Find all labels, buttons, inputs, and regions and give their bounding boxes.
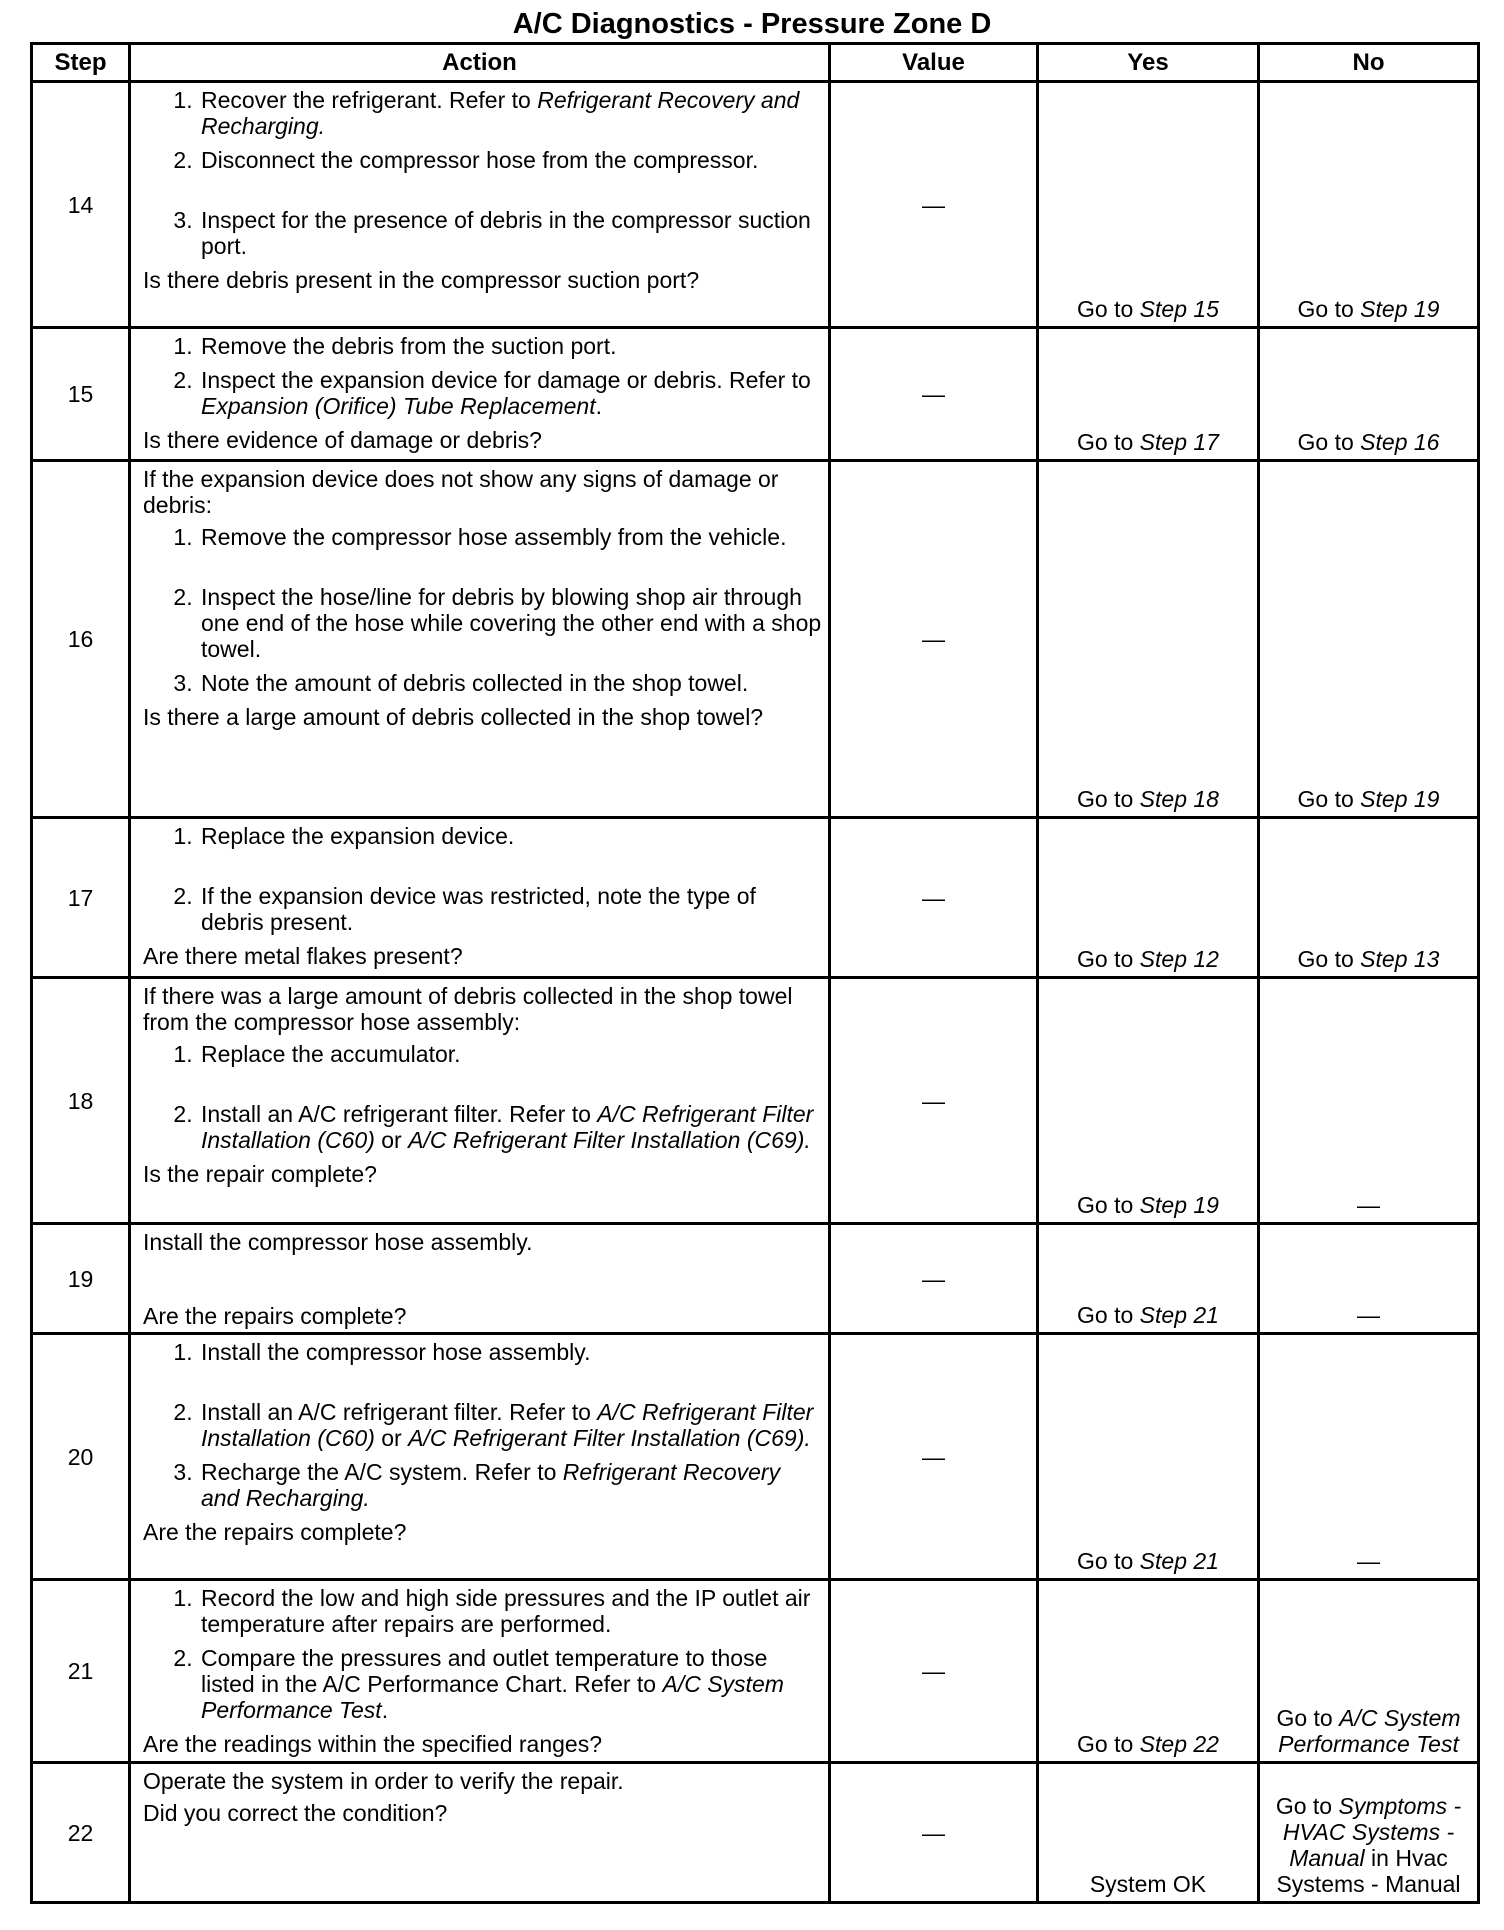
header-yes: Yes (1038, 44, 1259, 82)
action-question: Are the repairs complete? (143, 1303, 407, 1329)
action-question: Are the repairs complete? (143, 1519, 407, 1545)
procedure-reference: A/C Refrigerant Filter Installation (C60) (201, 1101, 814, 1153)
no-outcome-text (1357, 1548, 1380, 1574)
no-outcome-prefix: Go to (1297, 429, 1361, 455)
no-outcome (1259, 978, 1479, 1224)
no-outcome (1259, 818, 1479, 978)
action-question: Are the readings within the specified ranges? (143, 1731, 603, 1757)
action-step-text: Install an A/C refrigerant filter. Refer to (201, 1399, 598, 1425)
action-step (199, 1041, 822, 1067)
value-cell: — (830, 82, 1038, 328)
action-step-text: Compare the pressures and outlet temperature to those listed in the A/C Performance Chart. Refer to (201, 1645, 768, 1697)
step-number: 19 (32, 1224, 130, 1334)
yes-outcome-prefix: Go to (1077, 1548, 1140, 1574)
no-outcome-suffix: in Hvac Systems - Manual (1276, 1845, 1461, 1897)
action-step-text: Remove the debris from the suction port. (201, 333, 617, 359)
yes-outcome-prefix: Go to (1077, 429, 1140, 455)
no-outcome (1259, 1580, 1479, 1763)
no-outcome-reference: Symptoms - HVAC Systems - Manual (1282, 1793, 1462, 1871)
action-step (199, 333, 822, 359)
table-row (32, 818, 1479, 978)
table-body (32, 82, 1479, 1903)
table-row (32, 461, 1479, 818)
no-outcome-text (1298, 429, 1440, 455)
no-outcome-reference: Step 19 (1360, 786, 1440, 812)
table-row (32, 1763, 1479, 1903)
action-step-text: Note the amount of debris collected in the shop towel. (201, 670, 749, 696)
yes-outcome-text (1090, 1871, 1206, 1897)
action-step-text-after: . (381, 1697, 389, 1723)
action-step-text: Replace the expansion device. (201, 823, 515, 849)
action-step-text: Recharge the A/C system. Refer to (201, 1459, 563, 1485)
value-cell: — (830, 1580, 1038, 1763)
action-cell (130, 818, 830, 978)
action-step-text: Install an A/C refrigerant filter. Refer to (201, 1101, 598, 1127)
action-cell (130, 461, 830, 818)
action-step (199, 823, 822, 849)
action-steps (143, 333, 822, 419)
table-row (32, 82, 1479, 328)
action-question: Is there a large amount of debris collected in the shop towel? (143, 704, 764, 730)
action-question: Is there debris present in the compressor suction port? (143, 267, 700, 293)
action-step (199, 670, 822, 696)
yes-outcome (1038, 1763, 1259, 1903)
no-outcome-text (1357, 1192, 1380, 1218)
action-step-text-after: or (374, 1127, 409, 1153)
action-step-text: Inspect the hose/line for debris by blowing shop air through one end of the hose while covering the other end with a shop towel. (201, 584, 822, 662)
no-outcome-prefix: Go to (1275, 1793, 1339, 1819)
value-cell: — (830, 818, 1038, 978)
procedure-reference: A/C Refrigerant Filter Installation (C60) (201, 1399, 814, 1451)
value-cell: — (830, 1224, 1038, 1334)
action-steps (143, 1041, 822, 1153)
table-row (32, 1224, 1479, 1334)
action-step-text: Install the compressor hose assembly. (201, 1339, 591, 1365)
action-step-text: Inspect for the presence of debris in the compressor suction port. (201, 207, 811, 259)
yes-outcome-prefix: Go to (1077, 296, 1140, 322)
table-row (32, 1334, 1479, 1580)
no-outcome (1259, 328, 1479, 461)
procedure-reference: Refrigerant Recovery and Recharging. (201, 87, 800, 139)
action-intro: Install the compressor hose assembly. (143, 1229, 533, 1255)
action-step-text: If the expansion device was restricted, note the type of debris present. (201, 883, 756, 935)
no-outcome (1259, 461, 1479, 818)
no-outcome-reference: A/C System Performance Test (1278, 1705, 1461, 1757)
action-step (199, 1459, 822, 1511)
yes-outcome-prefix: System OK (1089, 1871, 1207, 1897)
action-steps (143, 1585, 822, 1723)
no-outcome-prefix: — (1357, 1548, 1380, 1574)
step-number: 16 (32, 461, 130, 818)
action-question: Is the repair complete? (143, 1161, 377, 1187)
header-no: No (1259, 44, 1479, 82)
step-number: 18 (32, 978, 130, 1224)
no-outcome-prefix: — (1357, 1192, 1380, 1218)
action-question: Are there metal flakes present? (143, 943, 463, 969)
no-outcome-text (1260, 1705, 1477, 1757)
no-outcome (1259, 1763, 1479, 1903)
action-step (199, 367, 822, 419)
yes-outcome-reference: Step 19 (1139, 1192, 1219, 1218)
yes-outcome-text (1077, 296, 1219, 322)
yes-outcome (1038, 328, 1259, 461)
no-outcome-prefix: — (1357, 1302, 1380, 1328)
action-intro: If there was a large amount of debris collected in the shop towel from the compressor hose assembly: (143, 983, 793, 1035)
yes-outcome (1038, 818, 1259, 978)
action-step-text-after: . (595, 393, 602, 419)
table-header-row (32, 44, 1479, 82)
yes-outcome-reference: Step 21 (1139, 1302, 1219, 1328)
action-question: Is there evidence of damage or debris? (143, 427, 542, 453)
action-question: Did you correct the condition? (143, 1800, 448, 1826)
yes-outcome-text (1077, 946, 1219, 972)
action-cell (130, 978, 830, 1224)
no-outcome-text (1298, 946, 1440, 972)
table-row (32, 1580, 1479, 1763)
step-number: 14 (32, 82, 130, 328)
table-row (32, 328, 1479, 461)
header-action: Action (130, 44, 830, 82)
action-cell (130, 1763, 830, 1903)
yes-outcome-text (1077, 1302, 1219, 1328)
no-outcome (1259, 82, 1479, 328)
value-cell: — (830, 328, 1038, 461)
no-outcome-text (1357, 1302, 1380, 1328)
action-cell (130, 1334, 830, 1580)
yes-outcome-reference: Step 18 (1139, 786, 1219, 812)
action-step-text: Inspect the expansion device for damage or debris. Refer to (201, 367, 811, 393)
page-title: A/C Diagnostics - Pressure Zone D (512, 8, 992, 40)
action-step (199, 147, 822, 173)
yes-outcome-text (1077, 1731, 1219, 1757)
yes-outcome-prefix: Go to (1077, 946, 1140, 972)
procedure-reference: A/C Refrigerant Filter Installation (C69). (408, 1127, 811, 1153)
yes-outcome-prefix: Go to (1077, 1192, 1140, 1218)
yes-outcome-reference: Step 12 (1139, 946, 1219, 972)
action-cell (130, 328, 830, 461)
no-outcome-prefix: Go to (1297, 296, 1361, 322)
no-outcome (1259, 1224, 1479, 1334)
yes-outcome (1038, 978, 1259, 1224)
action-step (199, 524, 822, 550)
yes-outcome-prefix: Go to (1077, 786, 1140, 812)
action-step (199, 883, 822, 935)
header-step: Step (32, 44, 130, 82)
yes-outcome (1038, 1224, 1259, 1334)
action-steps (143, 87, 822, 259)
yes-outcome-reference: Step 22 (1139, 1731, 1219, 1757)
procedure-reference: Refrigerant Recovery and Recharging. (201, 1459, 781, 1511)
yes-outcome-prefix: Go to (1077, 1302, 1140, 1328)
action-step-text: Remove the compressor hose assembly from the vehicle. (201, 524, 787, 550)
action-steps (143, 823, 822, 935)
action-step (199, 1399, 822, 1451)
action-cell (130, 1224, 830, 1334)
no-outcome-reference: Step 19 (1360, 296, 1440, 322)
procedure-reference: A/C System Performance Test (201, 1671, 784, 1723)
action-intro: If the expansion device does not show any signs of damage or debris: (143, 466, 779, 518)
procedure-reference: A/C Refrigerant Filter Installation (C69). (408, 1425, 811, 1451)
action-step (199, 1585, 822, 1637)
action-step-text-after: or (374, 1425, 409, 1451)
action-cell (130, 1580, 830, 1763)
yes-outcome-reference: Step 15 (1139, 296, 1219, 322)
no-outcome-prefix: Go to (1297, 786, 1361, 812)
yes-outcome (1038, 1334, 1259, 1580)
action-step-text: Record the low and high side pressures and the IP outlet air temperature after repairs are performed. (201, 1585, 811, 1637)
no-outcome-text (1260, 1793, 1477, 1897)
yes-outcome-text (1077, 1192, 1219, 1218)
no-outcome-reference: Step 16 (1360, 429, 1440, 455)
value-cell: — (830, 1334, 1038, 1580)
action-step (199, 584, 822, 662)
step-number: 22 (32, 1763, 130, 1903)
step-number: 15 (32, 328, 130, 461)
value-cell: — (830, 978, 1038, 1224)
step-number: 17 (32, 818, 130, 978)
diagnostics-table (30, 42, 1480, 1904)
action-step (199, 1101, 822, 1153)
table-row (32, 978, 1479, 1224)
value-cell: — (830, 461, 1038, 818)
action-step (199, 87, 822, 139)
no-outcome (1259, 1334, 1479, 1580)
action-step-text: Replace the accumulator. (201, 1041, 461, 1067)
action-step (199, 1339, 822, 1365)
no-outcome-text (1298, 786, 1440, 812)
no-outcome-text (1298, 296, 1440, 322)
action-step-text: Recover the refrigerant. Refer to (201, 87, 538, 113)
step-number: 21 (32, 1580, 130, 1763)
header-value: Value (830, 44, 1038, 82)
value-cell: — (830, 1763, 1038, 1903)
yes-outcome-text (1077, 1548, 1219, 1574)
yes-outcome-reference: Step 21 (1139, 1548, 1219, 1574)
action-steps (143, 1339, 822, 1511)
no-outcome-prefix: Go to (1297, 946, 1361, 972)
yes-outcome (1038, 82, 1259, 328)
action-step (199, 1645, 822, 1723)
yes-outcome (1038, 1580, 1259, 1763)
action-steps (143, 524, 822, 696)
no-outcome-reference: Step 13 (1360, 946, 1440, 972)
action-cell (130, 82, 830, 328)
yes-outcome (1038, 461, 1259, 818)
yes-outcome-reference: Step 17 (1139, 429, 1219, 455)
action-intro: Operate the system in order to verify the repair. (143, 1768, 624, 1794)
yes-outcome-text (1077, 429, 1219, 455)
yes-outcome-prefix: Go to (1077, 1731, 1140, 1757)
yes-outcome-text (1077, 786, 1219, 812)
action-step (199, 207, 822, 259)
no-outcome-prefix: Go to (1276, 1705, 1340, 1731)
step-number: 20 (32, 1334, 130, 1580)
action-step-text: Disconnect the compressor hose from the compressor. (201, 147, 759, 173)
procedure-reference: Expansion (Orifice) Tube Replacement (201, 393, 596, 419)
